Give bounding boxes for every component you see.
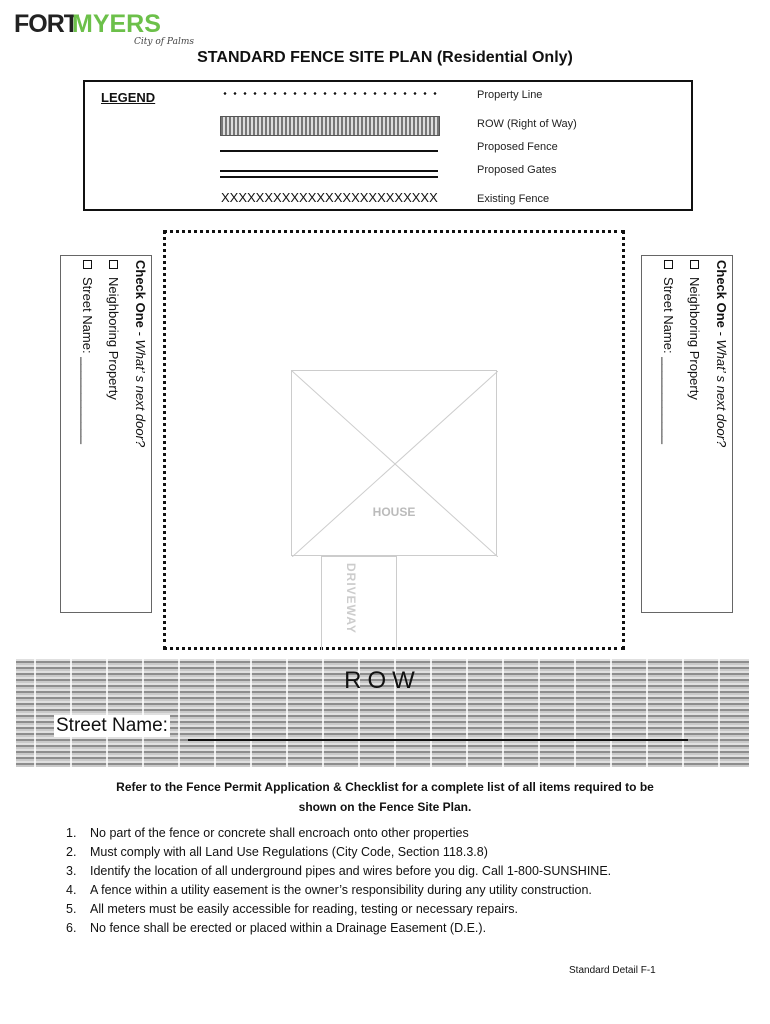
note-number: 2. [66, 845, 77, 859]
list-item [66, 900, 611, 919]
row-street-name-label: Street Name: [56, 715, 168, 736]
left-option-street[interactable] [80, 260, 95, 444]
neighbor-option-label: Neighboring Property [106, 277, 121, 400]
footer-detail-label: Standard Detail F-1 [569, 965, 656, 976]
list-item [66, 843, 611, 862]
neighbor-option-label: Neighboring Property [687, 277, 702, 400]
driveway-placeholder [321, 556, 397, 650]
right-neighbor-box [641, 255, 733, 613]
legend-row-label: ROW (Right of Way) [477, 118, 577, 130]
note-number: 4. [66, 883, 77, 897]
legend-title: LEGEND [101, 90, 156, 105]
right-check-one-heading [714, 260, 729, 447]
proposed-gate-symbol-bottom [220, 176, 438, 178]
row-symbol [220, 116, 440, 136]
right-option-neighbor[interactable] [687, 260, 702, 400]
checkbox[interactable] [690, 260, 699, 269]
proposed-gate-symbol-top [220, 170, 438, 172]
street-option-label: Street Name: ____________ [661, 277, 676, 444]
house-label: HOUSE [372, 505, 416, 519]
legend-box [83, 80, 693, 211]
logo-fort-text: FORT [14, 10, 79, 38]
existing-fence-symbol: XXXXXXXXXXXXXXXXXXXXXXXXX [221, 190, 438, 205]
check-one-question: - What’ s next door? [714, 327, 729, 448]
refer-line-2: shown on the Fence Site Plan. [298, 800, 472, 814]
refer-instruction [0, 777, 770, 817]
note-text: No fence shall be erected or placed within a Drainage Easement (D.E.). [90, 921, 487, 935]
driveway-label: DRIVEWAY [344, 563, 358, 634]
page-title: STANDARD FENCE SITE PLAN (Residential Only) [197, 49, 573, 66]
proposed-fence-symbol [220, 150, 438, 152]
check-one-label: Check One [714, 260, 729, 328]
row-strip [16, 659, 749, 767]
note-number: 1. [66, 826, 77, 840]
left-neighbor-box [60, 255, 152, 613]
legend-proposed-fence-label: Proposed Fence [477, 141, 558, 153]
logo-tagline: City of Palms [134, 37, 194, 47]
checkbox[interactable] [83, 260, 92, 269]
house-placeholder [291, 370, 497, 556]
row-street-name-line[interactable] [188, 739, 688, 741]
legend-existing-fence-label: Existing Fence [477, 193, 550, 205]
check-one-label: Check One [133, 260, 148, 328]
checkbox[interactable] [109, 260, 118, 269]
note-text: A fence within a utility easement is the owner’s responsibility during any utility construction. [90, 883, 592, 897]
check-one-question: - What’ s next door? [133, 327, 148, 448]
note-text: Identify the location of all underground pipes and wires before you dig. Call 1-800-SUNSHINE. [90, 864, 612, 878]
note-number: 5. [66, 902, 77, 916]
refer-line-1: Refer to the Fence Permit Application & Checklist for a complete list of all items required to be [116, 780, 654, 794]
list-item [66, 824, 611, 843]
logo-myers-text: MYERS [72, 10, 161, 38]
right-option-street[interactable] [661, 260, 676, 444]
notes-list [66, 824, 611, 938]
left-option-neighbor[interactable] [106, 260, 121, 400]
list-item [66, 881, 611, 900]
note-number: 3. [66, 864, 77, 878]
house-cross-lines [292, 371, 498, 557]
fort-myers-logo [14, 10, 204, 50]
property-line-symbol [220, 92, 440, 95]
note-text: No part of the fence or concrete shall encroach onto other properties [90, 826, 469, 840]
list-item [66, 862, 611, 881]
checkbox[interactable] [664, 260, 673, 269]
note-text: All meters must be easily accessible for reading, testing or necessary repairs. [90, 902, 518, 916]
left-check-one-heading [133, 260, 148, 447]
row-label: ROW [344, 667, 421, 694]
note-text: Must comply with all Land Use Regulations (City Code, Section 118.3.8) [90, 845, 488, 859]
legend-property-line-label: Property Line [477, 89, 543, 101]
street-option-label: Street Name: ____________ [80, 277, 95, 444]
list-item [66, 919, 611, 938]
legend-proposed-gates-label: Proposed Gates [477, 164, 557, 176]
note-number: 6. [66, 921, 77, 935]
